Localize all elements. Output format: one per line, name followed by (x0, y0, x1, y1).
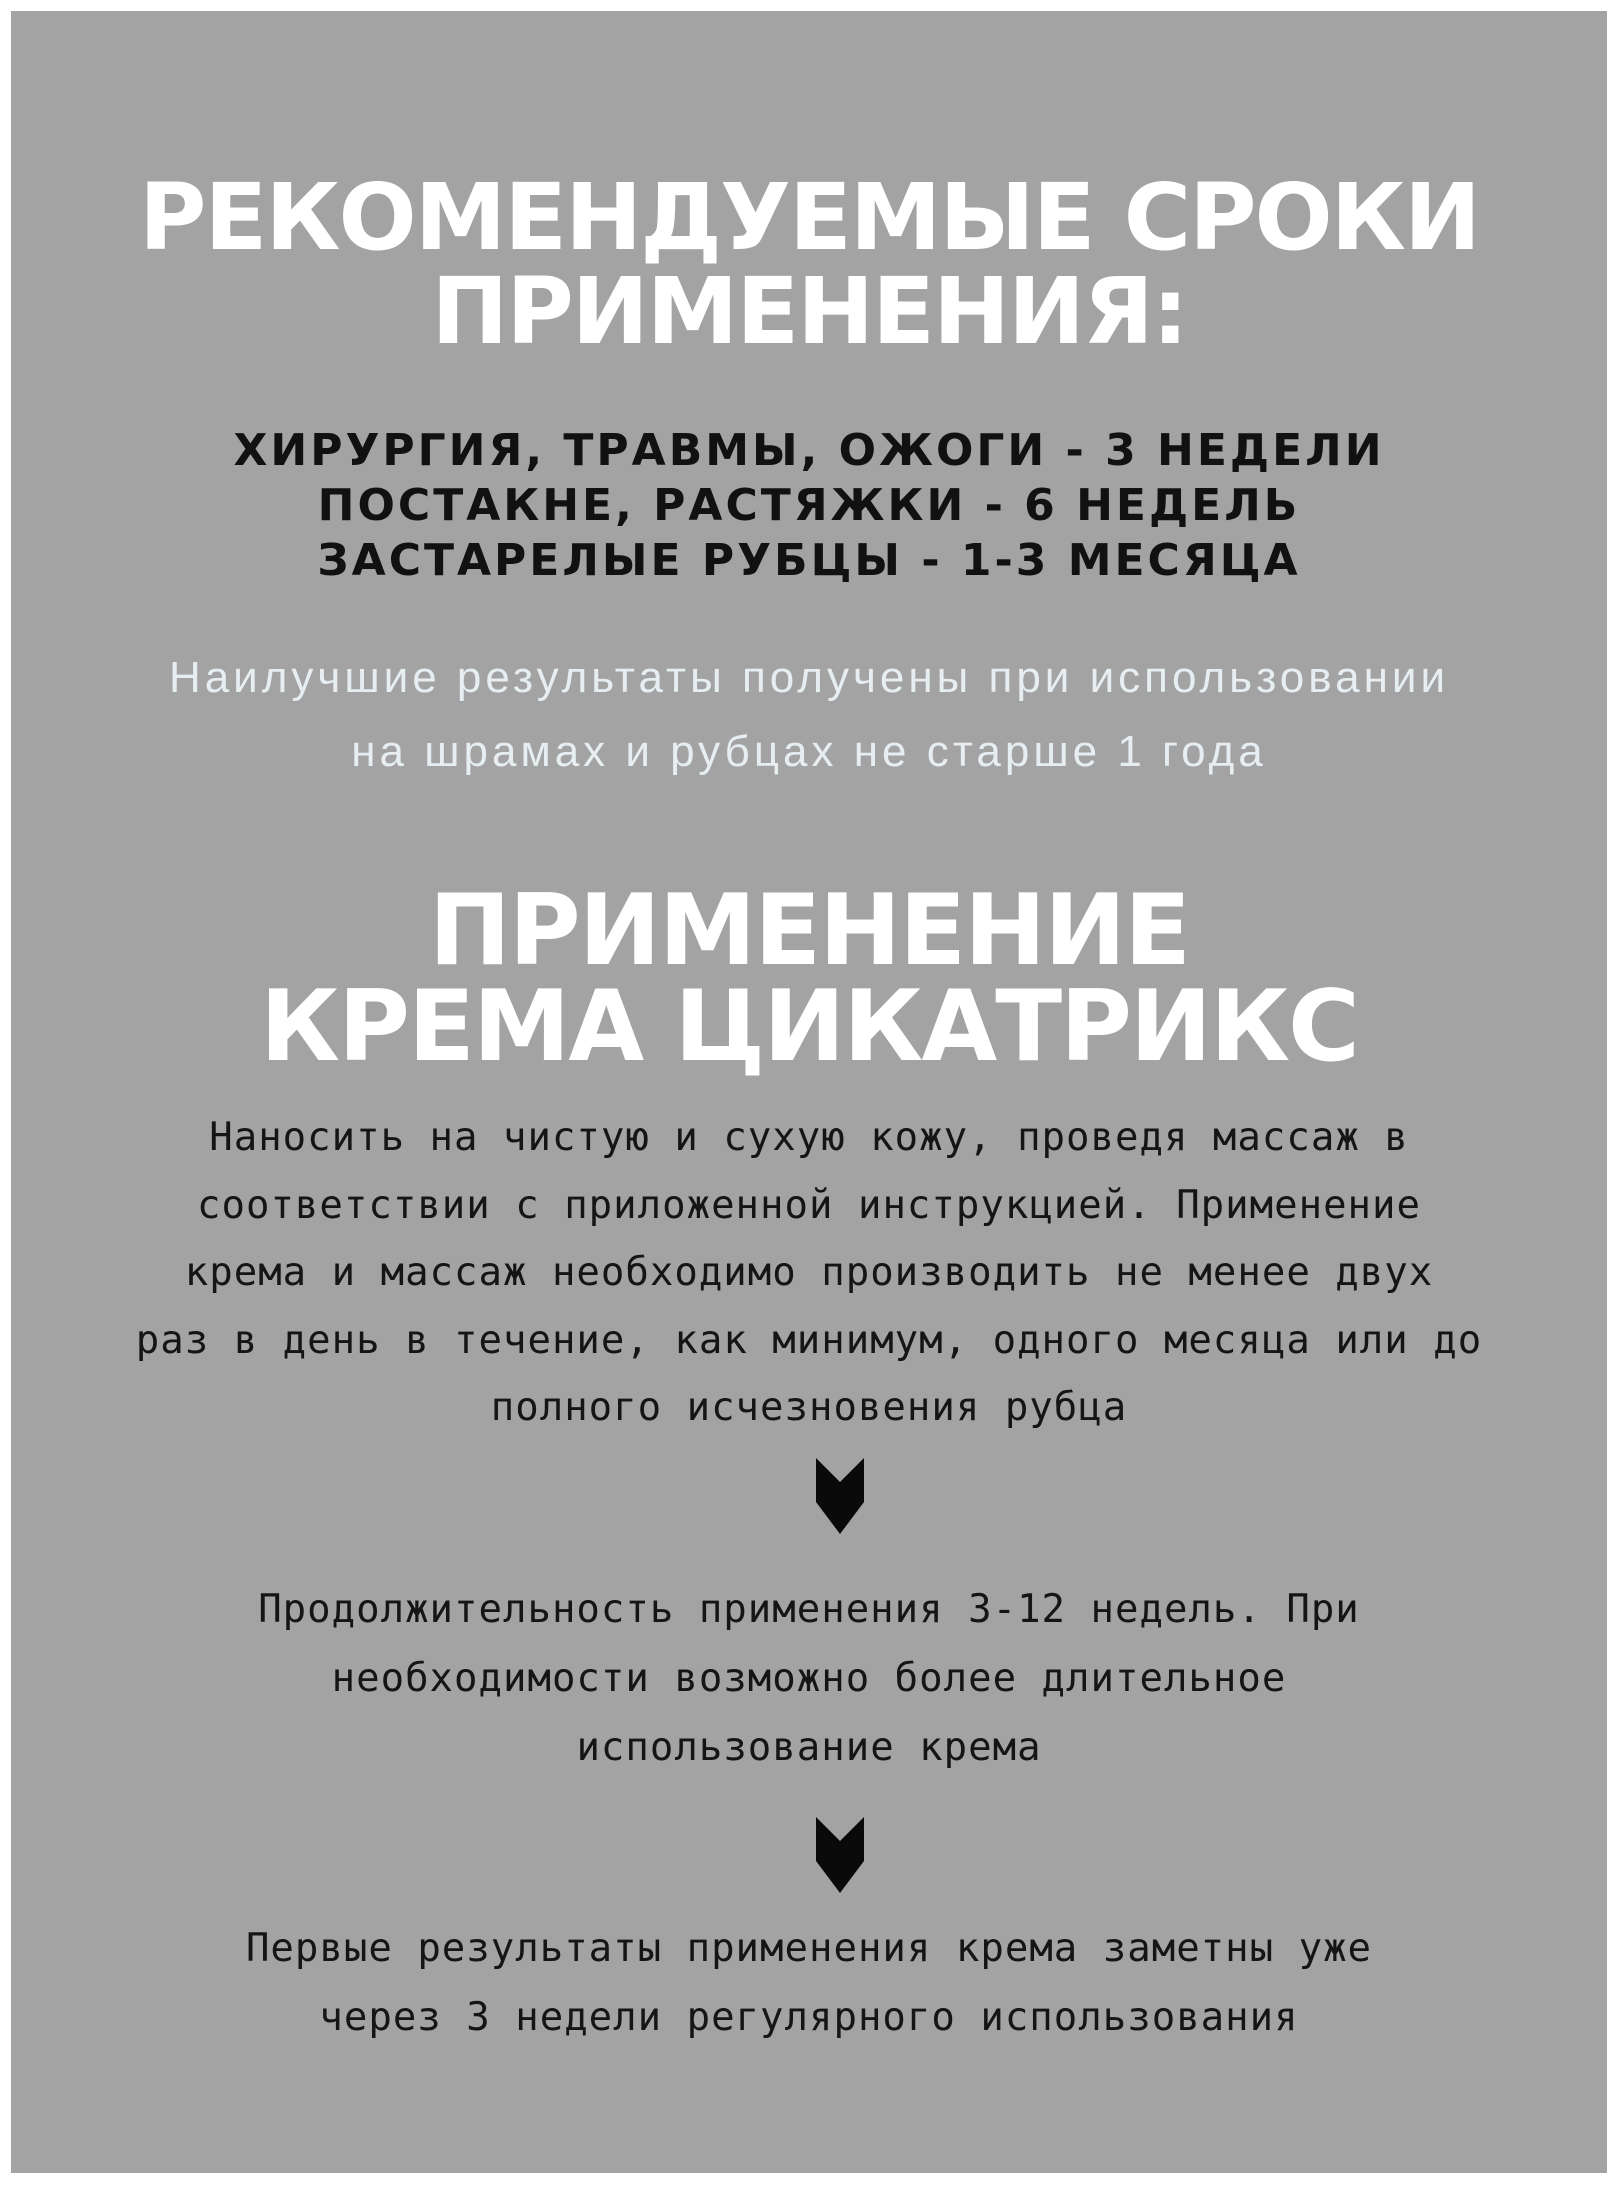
term-item: ПОСТАКНЕ, РАСТЯЖКИ - 6 НЕДЕЛЬ (317, 480, 1301, 531)
step-line: Первые результаты применения крема заметны уже (245, 1926, 1373, 1971)
chevron-down-icon (816, 1458, 864, 1534)
term-item: ЗАСТАРЕЛЫЕ РУБЦЫ - 1-3 МЕСЯЦА (317, 535, 1301, 586)
terms-list (11, 423, 1607, 588)
title-line: ПРИМЕНЕНИЕ (428, 874, 1190, 988)
note-line: на шрамах и рубцах не старше 1 года (351, 727, 1267, 776)
best-results-note (11, 641, 1607, 789)
title-line: РЕКОМЕНДУЕМЫЕ СРОКИ (139, 164, 1479, 271)
title-line: ПРИМЕНЕНИЯ: (431, 258, 1187, 365)
application-step-1 (11, 1104, 1607, 1442)
application-title (11, 874, 1607, 1084)
step-line: использование крема (576, 1725, 1042, 1770)
step-line: соответствии с приложенной инструкцией. Применение (197, 1182, 1421, 1228)
step-line: крема и массаж необходимо производить не менее двух (184, 1250, 1434, 1295)
term-item: ХИРУРГИЯ, ТРАВМЫ, ОЖОГИ - 3 НЕДЕЛИ (233, 425, 1385, 476)
step-line: полного исчезновения рубца (490, 1385, 1128, 1430)
application-step-2 (11, 1575, 1607, 1782)
recommended-terms-title (11, 164, 1607, 365)
step-line: раз в день в течение, как минимум, одного месяца или до (135, 1317, 1483, 1363)
application-step-3 (11, 1914, 1607, 2052)
info-panel (11, 11, 1607, 2173)
step-line: Наносить на чистую и сухую кожу, проведя массаж в (209, 1115, 1409, 1160)
title-line: КРЕМА ЦИКАТРИКС (260, 970, 1358, 1084)
step-line: через 3 недели регулярного использования (319, 1995, 1299, 2040)
chevron-down-icon (816, 1817, 864, 1893)
note-line: Наилучшие результаты получены при использовании (168, 653, 1450, 702)
step-line: Продолжительность применения 3-12 недель. При (258, 1587, 1360, 1632)
step-line: необходимости возможно более длительное (331, 1656, 1287, 1701)
